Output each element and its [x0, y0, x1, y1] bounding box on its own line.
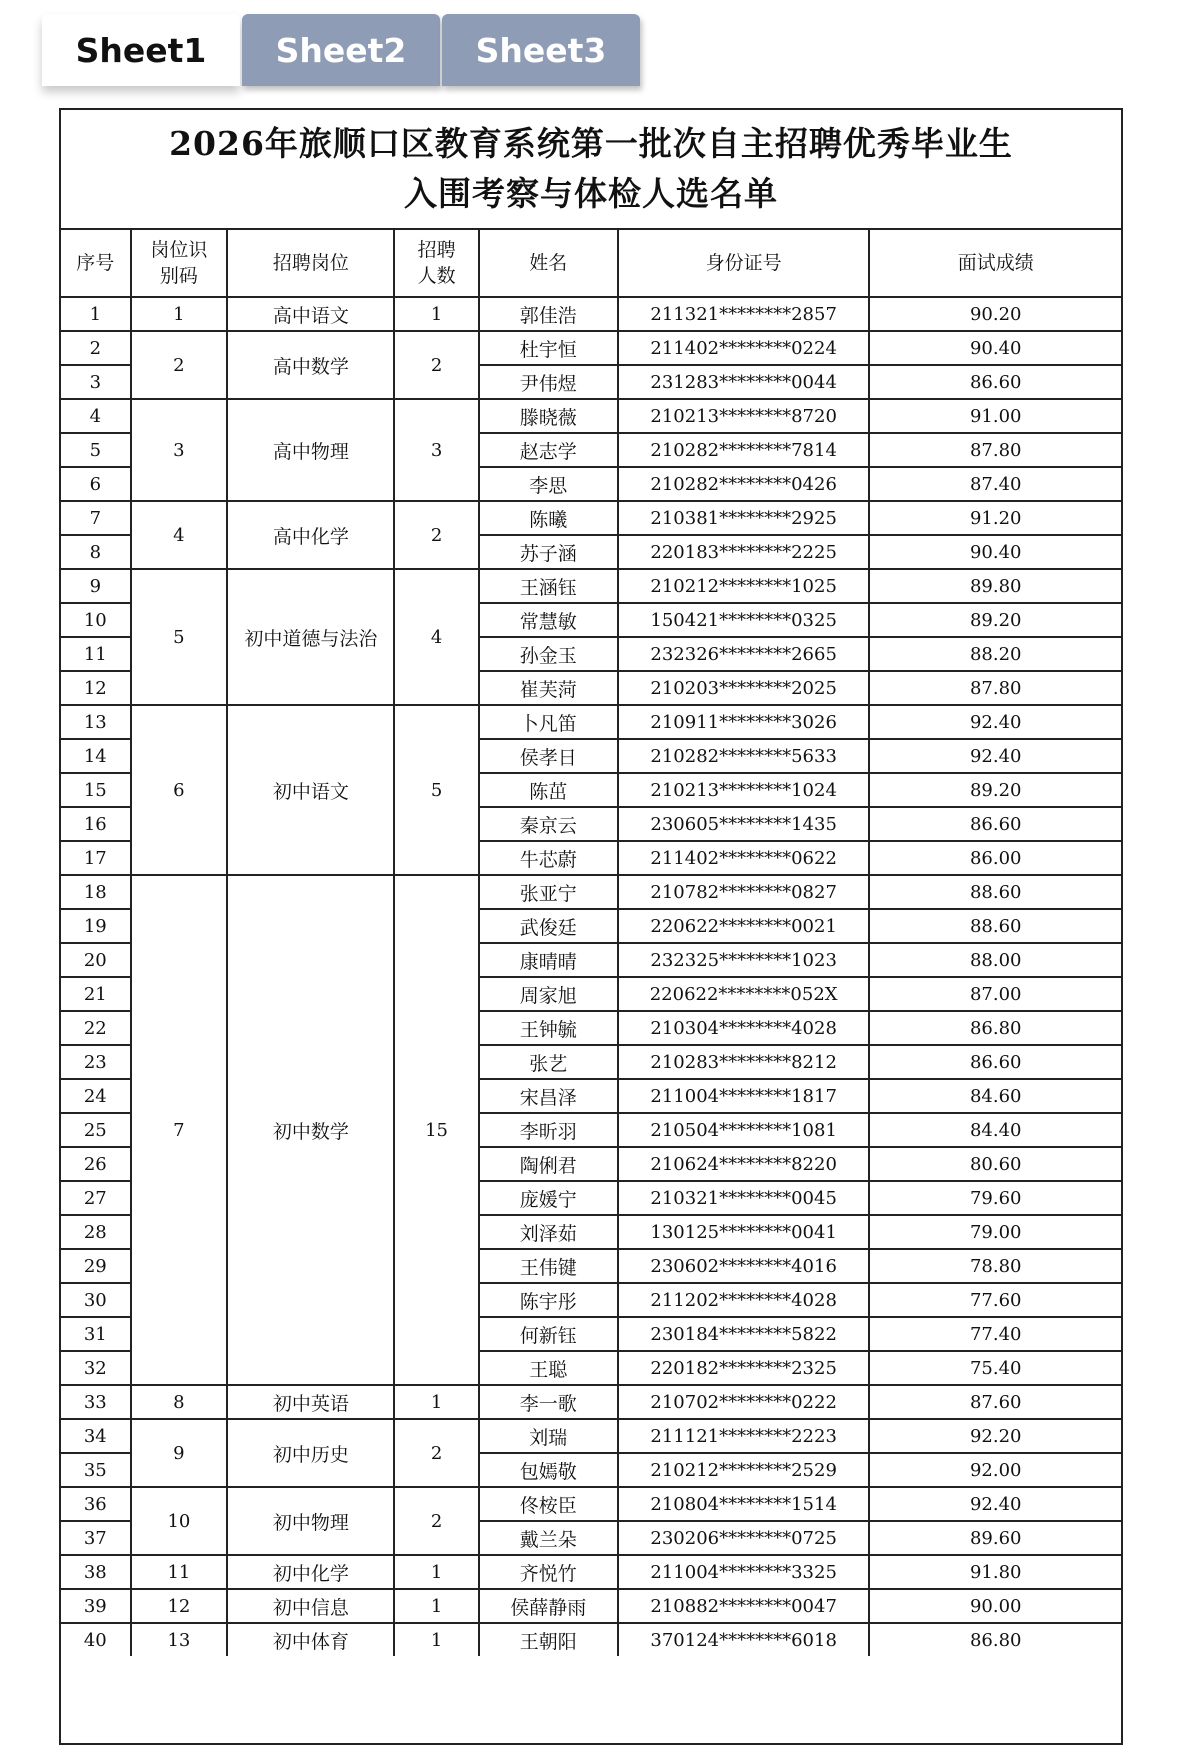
cell-name: 庞媛宁 — [479, 1181, 618, 1215]
cell-score: 88.60 — [869, 875, 1121, 909]
cell-count: 4 — [394, 569, 478, 705]
table-row — [61, 875, 1121, 909]
cell-name: 张亚宁 — [479, 875, 618, 909]
cell-name: 戴兰朵 — [479, 1521, 618, 1555]
cell-score: 87.00 — [869, 977, 1121, 1011]
cell-seq: 38 — [61, 1555, 131, 1589]
cell-score: 91.80 — [869, 1555, 1121, 1589]
table-row — [61, 1385, 1121, 1419]
cell-name: 陶俐君 — [479, 1147, 618, 1181]
cell-score: 89.20 — [869, 773, 1121, 807]
cell-name: 李思 — [479, 467, 618, 501]
cell-score: 88.60 — [869, 909, 1121, 943]
cell-score: 84.60 — [869, 1079, 1121, 1113]
cell-id: 220622********052X — [618, 977, 870, 1011]
cell-code: 5 — [131, 569, 228, 705]
cell-count: 2 — [394, 331, 478, 399]
cell-score: 92.20 — [869, 1419, 1121, 1453]
cell-seq: 26 — [61, 1147, 131, 1181]
cell-position: 初中体育 — [227, 1623, 394, 1656]
cell-name: 王聪 — [479, 1351, 618, 1385]
cell-seq: 39 — [61, 1589, 131, 1623]
cell-position: 高中物理 — [227, 399, 394, 501]
sheet-title — [61, 110, 1121, 230]
cell-seq: 16 — [61, 807, 131, 841]
cell-seq: 33 — [61, 1385, 131, 1419]
cell-name: 刘泽茹 — [479, 1215, 618, 1249]
cell-name: 侯薛静雨 — [479, 1589, 618, 1623]
cell-score: 87.80 — [869, 671, 1121, 705]
cell-name: 卜凡笛 — [479, 705, 618, 739]
cell-score: 79.00 — [869, 1215, 1121, 1249]
sheet-tab-bar — [42, 14, 642, 88]
cell-id: 210212********2529 — [618, 1453, 870, 1487]
cell-seq: 7 — [61, 501, 131, 535]
cell-seq: 10 — [61, 603, 131, 637]
table-row — [61, 297, 1121, 331]
cell-id: 150421********0325 — [618, 603, 870, 637]
cell-id: 210381********2925 — [618, 501, 870, 535]
cell-seq: 18 — [61, 875, 131, 909]
cell-seq: 8 — [61, 535, 131, 569]
cell-name: 赵志学 — [479, 433, 618, 467]
cell-seq: 36 — [61, 1487, 131, 1521]
cell-id: 220182********2325 — [618, 1351, 870, 1385]
cell-seq: 37 — [61, 1521, 131, 1555]
cell-name: 王钟毓 — [479, 1011, 618, 1045]
cell-score: 90.00 — [869, 1589, 1121, 1623]
cell-id: 230602********4016 — [618, 1249, 870, 1283]
cell-score: 86.80 — [869, 1011, 1121, 1045]
cell-score: 87.40 — [869, 467, 1121, 501]
cell-seq: 5 — [61, 433, 131, 467]
cell-id: 370124********6018 — [618, 1623, 870, 1656]
cell-id: 232325********1023 — [618, 943, 870, 977]
cell-id: 130125********0041 — [618, 1215, 870, 1249]
cell-code: 10 — [131, 1487, 228, 1555]
cell-seq: 17 — [61, 841, 131, 875]
cell-name: 武俊廷 — [479, 909, 618, 943]
cell-seq: 29 — [61, 1249, 131, 1283]
spreadsheet-sheet — [59, 108, 1123, 1745]
cell-seq: 21 — [61, 977, 131, 1011]
cell-id: 220183********2225 — [618, 535, 870, 569]
cell-name: 郭佳浩 — [479, 297, 618, 331]
cell-seq: 6 — [61, 467, 131, 501]
header-seq: 序号 — [61, 230, 131, 297]
cell-code: 12 — [131, 1589, 228, 1623]
header-id: 身份证号 — [618, 230, 870, 297]
title-line-2: 入围考察与体检人选名单 — [404, 174, 778, 213]
cell-code: 7 — [131, 875, 228, 1385]
cell-score: 86.80 — [869, 1623, 1121, 1656]
cell-score: 91.00 — [869, 399, 1121, 433]
cell-name: 佟桉臣 — [479, 1487, 618, 1521]
cell-id: 231283********0044 — [618, 365, 870, 399]
cell-score: 86.00 — [869, 841, 1121, 875]
cell-score: 86.60 — [869, 365, 1121, 399]
cell-seq: 27 — [61, 1181, 131, 1215]
cell-count: 2 — [394, 1419, 478, 1487]
cell-id: 210911********3026 — [618, 705, 870, 739]
cell-seq: 34 — [61, 1419, 131, 1453]
cell-id: 210782********0827 — [618, 875, 870, 909]
cell-id: 210882********0047 — [618, 1589, 870, 1623]
cell-score: 89.80 — [869, 569, 1121, 603]
cell-id: 220622********0021 — [618, 909, 870, 943]
cell-name: 侯孝日 — [479, 739, 618, 773]
cell-name: 陈茁 — [479, 773, 618, 807]
cell-score: 86.60 — [869, 807, 1121, 841]
cell-name: 张艺 — [479, 1045, 618, 1079]
cell-id: 210212********1025 — [618, 569, 870, 603]
cell-code: 9 — [131, 1419, 228, 1487]
cell-id: 232326********2665 — [618, 637, 870, 671]
cell-score: 90.40 — [869, 331, 1121, 365]
table-row — [61, 569, 1121, 603]
cell-seq: 40 — [61, 1623, 131, 1656]
cell-score: 90.20 — [869, 297, 1121, 331]
cell-code: 8 — [131, 1385, 228, 1419]
cell-position: 高中化学 — [227, 501, 394, 569]
cell-seq: 19 — [61, 909, 131, 943]
cell-name: 陈宇彤 — [479, 1283, 618, 1317]
cell-name: 刘瑞 — [479, 1419, 618, 1453]
cell-score: 91.20 — [869, 501, 1121, 535]
cell-name: 陈曦 — [479, 501, 618, 535]
table-header-row — [61, 230, 1121, 297]
cell-position: 初中信息 — [227, 1589, 394, 1623]
cell-name: 李昕羽 — [479, 1113, 618, 1147]
cell-id: 230605********1435 — [618, 807, 870, 841]
cell-seq: 32 — [61, 1351, 131, 1385]
header-position: 招聘岗位 — [227, 230, 394, 297]
cell-id: 210504********1081 — [618, 1113, 870, 1147]
cell-id: 210203********2025 — [618, 671, 870, 705]
table-row — [61, 1419, 1121, 1453]
cell-id: 211121********2223 — [618, 1419, 870, 1453]
cell-count: 15 — [394, 875, 478, 1385]
cell-seq: 23 — [61, 1045, 131, 1079]
cell-id: 210282********5633 — [618, 739, 870, 773]
cell-id: 230206********0725 — [618, 1521, 870, 1555]
cell-seq: 20 — [61, 943, 131, 977]
cell-count: 2 — [394, 1487, 478, 1555]
cell-position: 高中语文 — [227, 297, 394, 331]
table-row — [61, 331, 1121, 365]
cell-name: 牛芯蔚 — [479, 841, 618, 875]
cell-name: 李一歌 — [479, 1385, 618, 1419]
cell-score: 77.40 — [869, 1317, 1121, 1351]
cell-count: 3 — [394, 399, 478, 501]
cell-id: 210213********1024 — [618, 773, 870, 807]
cell-position: 初中英语 — [227, 1385, 394, 1419]
cell-seq: 12 — [61, 671, 131, 705]
cell-position: 初中道德与法治 — [227, 569, 394, 705]
table-row — [61, 1623, 1121, 1656]
cell-id: 211402********0622 — [618, 841, 870, 875]
cell-score: 77.60 — [869, 1283, 1121, 1317]
cell-id: 210282********7814 — [618, 433, 870, 467]
cell-count: 2 — [394, 501, 478, 569]
cell-seq: 24 — [61, 1079, 131, 1113]
cell-score: 89.20 — [869, 603, 1121, 637]
cell-code: 11 — [131, 1555, 228, 1589]
cell-seq: 2 — [61, 331, 131, 365]
cell-count: 1 — [394, 1623, 478, 1656]
cell-name: 宋昌泽 — [479, 1079, 618, 1113]
cell-score: 90.40 — [869, 535, 1121, 569]
cell-code: 13 — [131, 1623, 228, 1656]
candidate-table — [61, 230, 1121, 1656]
table-row — [61, 1589, 1121, 1623]
cell-name: 包嫣敬 — [479, 1453, 618, 1487]
cell-count: 1 — [394, 1385, 478, 1419]
header-code: 岗位识别码 — [131, 230, 228, 297]
cell-seq: 13 — [61, 705, 131, 739]
cell-name: 孙金玉 — [479, 637, 618, 671]
cell-code: 6 — [131, 705, 228, 875]
cell-seq: 25 — [61, 1113, 131, 1147]
cell-id: 211004********1817 — [618, 1079, 870, 1113]
cell-name: 何新钰 — [479, 1317, 618, 1351]
cell-position: 初中数学 — [227, 875, 394, 1385]
table-row — [61, 399, 1121, 433]
cell-name: 王涵钰 — [479, 569, 618, 603]
cell-count: 1 — [394, 1555, 478, 1589]
table-row — [61, 1555, 1121, 1589]
cell-score: 92.40 — [869, 705, 1121, 739]
tab-sheet1[interactable]: Sheet1 — [42, 14, 240, 86]
cell-id: 210321********0045 — [618, 1181, 870, 1215]
cell-name: 王伟键 — [479, 1249, 618, 1283]
cell-name: 周家旭 — [479, 977, 618, 1011]
cell-count: 5 — [394, 705, 478, 875]
cell-name: 康晴晴 — [479, 943, 618, 977]
cell-score: 75.40 — [869, 1351, 1121, 1385]
cell-id: 210282********0426 — [618, 467, 870, 501]
cell-seq: 3 — [61, 365, 131, 399]
cell-id: 211004********3325 — [618, 1555, 870, 1589]
table-row — [61, 501, 1121, 535]
title-line-1: 2026年旅顺口区教育系统第一批次自主招聘优秀毕业生 — [169, 124, 1013, 163]
cell-count: 1 — [394, 297, 478, 331]
cell-seq: 35 — [61, 1453, 131, 1487]
cell-name: 滕晓薇 — [479, 399, 618, 433]
cell-code: 1 — [131, 297, 228, 331]
cell-seq: 22 — [61, 1011, 131, 1045]
cell-score: 88.20 — [869, 637, 1121, 671]
cell-code: 2 — [131, 331, 228, 399]
cell-score: 87.60 — [869, 1385, 1121, 1419]
cell-position: 高中数学 — [227, 331, 394, 399]
cell-seq: 14 — [61, 739, 131, 773]
tab-sheet3[interactable]: Sheet3 — [442, 14, 640, 86]
cell-seq: 9 — [61, 569, 131, 603]
cell-seq: 1 — [61, 297, 131, 331]
cell-name: 尹伟煜 — [479, 365, 618, 399]
cell-position: 初中语文 — [227, 705, 394, 875]
cell-score: 78.80 — [869, 1249, 1121, 1283]
cell-score: 87.80 — [869, 433, 1121, 467]
cell-name: 王朝阳 — [479, 1623, 618, 1656]
header-count: 招聘人数 — [394, 230, 478, 297]
cell-name: 杜宇恒 — [479, 331, 618, 365]
cell-seq: 11 — [61, 637, 131, 671]
cell-score: 88.00 — [869, 943, 1121, 977]
cell-name: 常慧敏 — [479, 603, 618, 637]
cell-seq: 31 — [61, 1317, 131, 1351]
cell-id: 210624********8220 — [618, 1147, 870, 1181]
cell-id: 211202********4028 — [618, 1283, 870, 1317]
cell-score: 92.40 — [869, 739, 1121, 773]
cell-position: 初中历史 — [227, 1419, 394, 1487]
cell-id: 210804********1514 — [618, 1487, 870, 1521]
cell-seq: 28 — [61, 1215, 131, 1249]
cell-count: 1 — [394, 1589, 478, 1623]
cell-score: 80.60 — [869, 1147, 1121, 1181]
cell-score: 92.40 — [869, 1487, 1121, 1521]
tab-sheet2[interactable]: Sheet2 — [242, 14, 440, 86]
cell-id: 211402********0224 — [618, 331, 870, 365]
cell-score: 89.60 — [869, 1521, 1121, 1555]
cell-code: 3 — [131, 399, 228, 501]
cell-id: 210283********8212 — [618, 1045, 870, 1079]
cell-score: 86.60 — [869, 1045, 1121, 1079]
cell-score: 92.00 — [869, 1453, 1121, 1487]
table-row — [61, 1487, 1121, 1521]
cell-position: 初中物理 — [227, 1487, 394, 1555]
cell-seq: 4 — [61, 399, 131, 433]
table-row — [61, 705, 1121, 739]
cell-id: 211321********2857 — [618, 297, 870, 331]
cell-score: 79.60 — [869, 1181, 1121, 1215]
cell-id: 210213********8720 — [618, 399, 870, 433]
header-score: 面试成绩 — [869, 230, 1121, 297]
cell-seq: 15 — [61, 773, 131, 807]
cell-name: 秦京云 — [479, 807, 618, 841]
cell-position: 初中化学 — [227, 1555, 394, 1589]
cell-id: 210304********4028 — [618, 1011, 870, 1045]
cell-name: 齐悦竹 — [479, 1555, 618, 1589]
header-name: 姓名 — [479, 230, 618, 297]
cell-name: 崔芙菏 — [479, 671, 618, 705]
cell-name: 苏子涵 — [479, 535, 618, 569]
cell-code: 4 — [131, 501, 228, 569]
cell-id: 210702********0222 — [618, 1385, 870, 1419]
cell-score: 84.40 — [869, 1113, 1121, 1147]
cell-id: 230184********5822 — [618, 1317, 870, 1351]
cell-seq: 30 — [61, 1283, 131, 1317]
